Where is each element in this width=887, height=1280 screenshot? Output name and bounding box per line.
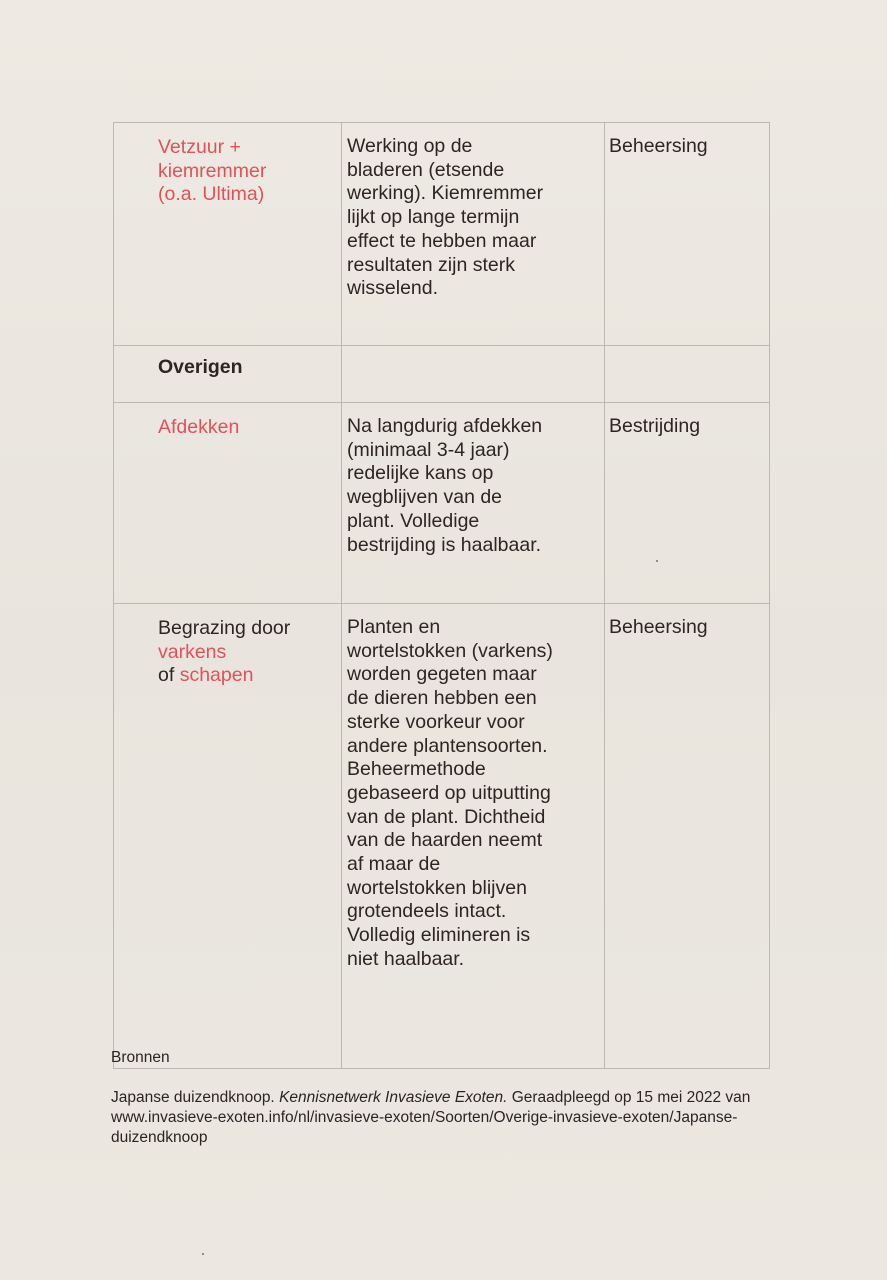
source-reference — [111, 1088, 771, 1148]
ref-title: Japanse duizendknoop. — [111, 1089, 275, 1106]
description-cell — [342, 123, 605, 346]
type-cell: Beheersing — [605, 123, 770, 346]
description-cell — [342, 346, 605, 403]
type-cell — [605, 346, 770, 403]
section-heading: Overigen — [114, 346, 342, 403]
method-cell — [114, 403, 342, 604]
method-prefix: Begrazing door — [158, 617, 291, 639]
description-cell — [342, 403, 605, 604]
table-row — [114, 346, 770, 403]
ref-publisher: Kennisnetwerk Invasieve Exoten. — [279, 1089, 508, 1106]
method-join: of — [158, 664, 175, 687]
type-cell: Beheersing — [605, 604, 770, 1069]
animal-varkens: varkens — [158, 640, 227, 663]
method-cell — [114, 604, 342, 1069]
method-cell — [114, 123, 342, 346]
method-text: Vetzuur + kiemremmer (o.a. Ultima) — [158, 136, 267, 206]
description-text: Planten en wortelstokken (varkens) worden gegeten maar de dieren hebben een sterke voorkeur voor andere plantensoorten. Beheermethode gebaseerd op uitputting van de plant. Dichtheid van de haarden neemt af maar de wortelstokken blijven grotendeels intact. Volledig elimineren is niet haalbaar. — [347, 616, 553, 970]
control-methods-table — [113, 122, 770, 1069]
animal-schapen: schapen — [179, 664, 254, 687]
sources-section — [111, 1048, 771, 1148]
table-row — [114, 403, 770, 604]
description-text: Werking op de bladeren (etsende werking). Kiemremmer lijkt op lange termijn effect te hebben maar resultaten zijn sterk wisselend. — [347, 135, 544, 300]
table-row — [114, 604, 770, 1069]
paper-speck — [656, 560, 658, 562]
table-row — [114, 123, 770, 346]
method-text: Afdekken — [158, 416, 240, 438]
ref-access: Geraadpleegd op 15 mei 2022 van www.invasieve-exoten.info/nl/invasieve-exoten/Soorten/Overige-invasieve-exoten/Japanse-duizendknoop — [111, 1089, 751, 1146]
sources-title: Bronnen — [111, 1049, 170, 1066]
description-cell — [342, 604, 605, 1069]
description-text: Na langdurig afdekken (minimaal 3-4 jaar) redelijke kans op wegblijven van de plant. Volledige bestrijding is haalbaar. — [347, 415, 543, 556]
paper-speck — [202, 1253, 204, 1255]
method-text — [158, 617, 308, 688]
type-cell: Bestrijding — [605, 403, 770, 604]
